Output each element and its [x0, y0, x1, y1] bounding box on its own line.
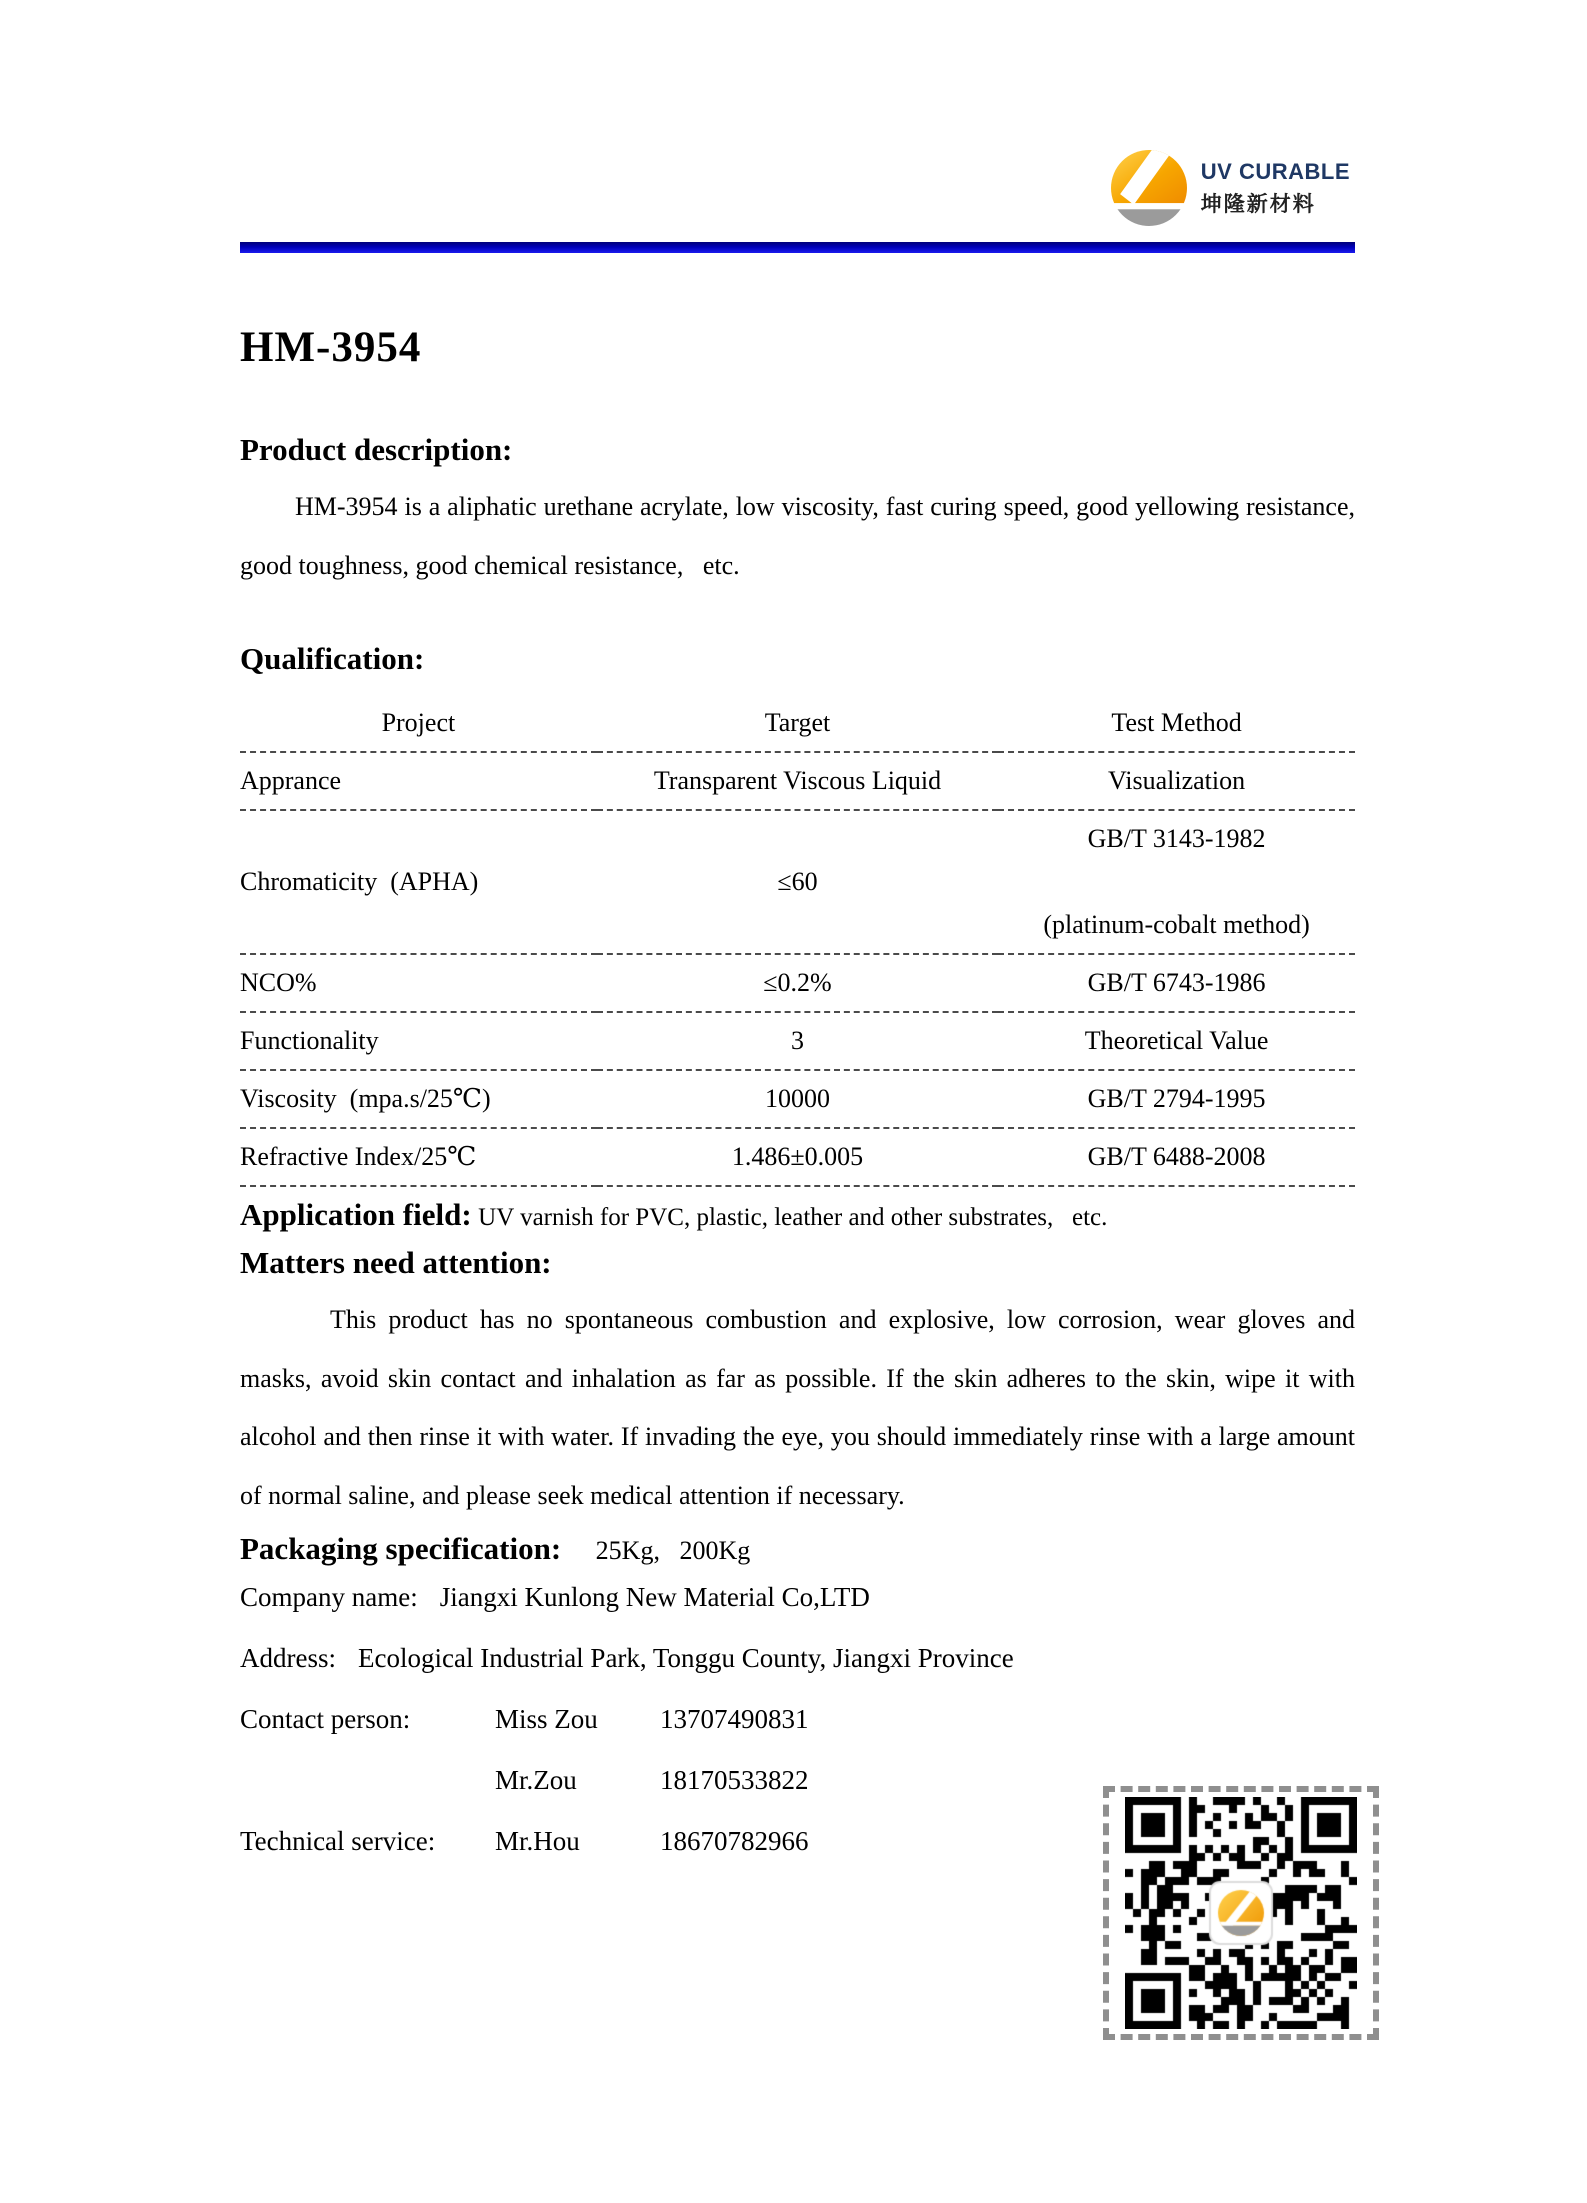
- qr-code-icon: [1125, 1797, 1357, 2029]
- contact-label: Technical service:: [240, 1826, 436, 1856]
- cell-method: GB/T 6743-1986: [1087, 968, 1266, 997]
- contact-phone: 13707490831: [660, 1704, 809, 1734]
- cell-target: 1.486±0.005: [731, 1142, 864, 1171]
- column-header-target: Target: [764, 708, 831, 737]
- header-divider-rule: [240, 242, 1355, 253]
- brand-name-en: UV CURABLE: [1200, 158, 1350, 184]
- qualification-table: [240, 695, 1355, 1187]
- cell-project: Chromaticity (APHA): [240, 867, 479, 896]
- table-row: [240, 1070, 1355, 1128]
- product-description-paragraph: HM-3954 is a aliphatic urethane acrylate, low viscosity, fast curing speed, good yellowing resistance, good toughness, good chemical resistance, etc.: [240, 492, 1355, 580]
- page-header: [240, 0, 1355, 226]
- wechat-qr-code: [1103, 1786, 1379, 2040]
- cell-project: Refractive Index/25℃: [240, 1142, 477, 1171]
- contact-label: Contact person:: [240, 1704, 411, 1734]
- table-row: [240, 752, 1355, 810]
- address-line: [240, 1628, 1355, 1689]
- address-label: Address:: [240, 1643, 336, 1673]
- packaging-value: 25Kg, 200Kg: [595, 1536, 751, 1565]
- section-heading-matters: Matters need attention:: [240, 1245, 552, 1280]
- section-heading-application-field: Application field:: [240, 1197, 472, 1232]
- cell-method: GB/T 6488-2008: [1087, 1142, 1266, 1171]
- table-row: [240, 1128, 1355, 1186]
- cell-method: Theoretical Value: [1084, 1026, 1269, 1055]
- company-logo: [240, 150, 1350, 226]
- company-name-value: Jiangxi Kunlong New Material Co,LTD: [439, 1582, 870, 1612]
- contact-name: Mr.Zou: [495, 1765, 577, 1795]
- address-value: Ecological Industrial Park, Tonggu County, Jiangxi Province: [358, 1643, 1014, 1673]
- packaging-specification-line: [240, 1531, 1355, 1567]
- cell-target: ≤60: [777, 867, 818, 896]
- section-heading-qualification: Qualification:: [240, 641, 425, 676]
- brand-text: [1201, 159, 1350, 218]
- cell-project: Functionality: [240, 1026, 379, 1055]
- contact-name: Miss Zou: [495, 1704, 598, 1734]
- page-title: HM-3954: [240, 324, 422, 371]
- cell-method: Visualization: [1108, 766, 1246, 795]
- cell-project: Viscosity (mpa.s/25℃): [240, 1084, 491, 1113]
- sun-circle-logo-icon: [1111, 150, 1187, 226]
- application-field-text: UV varnish for PVC, plastic, leather and other substrates, etc.: [478, 1204, 1108, 1231]
- matters-paragraph: This product has no spontaneous combustion and explosive, low corrosion, wear gloves and masks, avoid skin contact and inhalation as far as possible. If the skin adheres to the skin, wipe it with alcohol and then rinse it with water. If invading the eye, you should immediately rinse with a large amount of normal saline, and please seek medical attention if necessary.: [240, 1305, 1355, 1510]
- cell-target: Transparent Viscous Liquid: [653, 766, 942, 795]
- application-field-line: [240, 1197, 1355, 1233]
- column-header-project: Project: [381, 708, 456, 737]
- column-header-test-method: Test Method: [1111, 708, 1242, 737]
- table-header-row: [240, 695, 1355, 752]
- company-name-label: Company name:: [240, 1582, 418, 1612]
- cell-target: 3: [790, 1026, 804, 1055]
- section-heading-packaging: Packaging specification:: [240, 1531, 562, 1566]
- contact-phone: 18670782966: [660, 1826, 809, 1856]
- contact-phone: 18170533822: [660, 1765, 809, 1795]
- table-row: [240, 1012, 1355, 1070]
- cell-project: Apprance: [240, 766, 342, 795]
- cell-target: 10000: [764, 1084, 830, 1113]
- section-heading-product-description: Product description:: [240, 432, 513, 467]
- table-row: [240, 954, 1355, 1012]
- cell-method: [998, 810, 1355, 954]
- company-name-line: [240, 1567, 1355, 1628]
- cell-method: GB/T 2794-1995: [1087, 1084, 1266, 1113]
- brand-name-zh: 坤隆新材料: [1200, 192, 1316, 216]
- method-line-1: GB/T 3143-1982: [1087, 824, 1266, 853]
- cell-target: ≤0.2%: [763, 968, 832, 997]
- contact-row: [240, 1689, 1355, 1750]
- contact-name: Mr.Hou: [495, 1826, 580, 1856]
- cell-project: NCO%: [240, 968, 317, 997]
- method-line-2: (platinum-cobalt method): [1043, 910, 1310, 939]
- table-row: [240, 810, 1355, 954]
